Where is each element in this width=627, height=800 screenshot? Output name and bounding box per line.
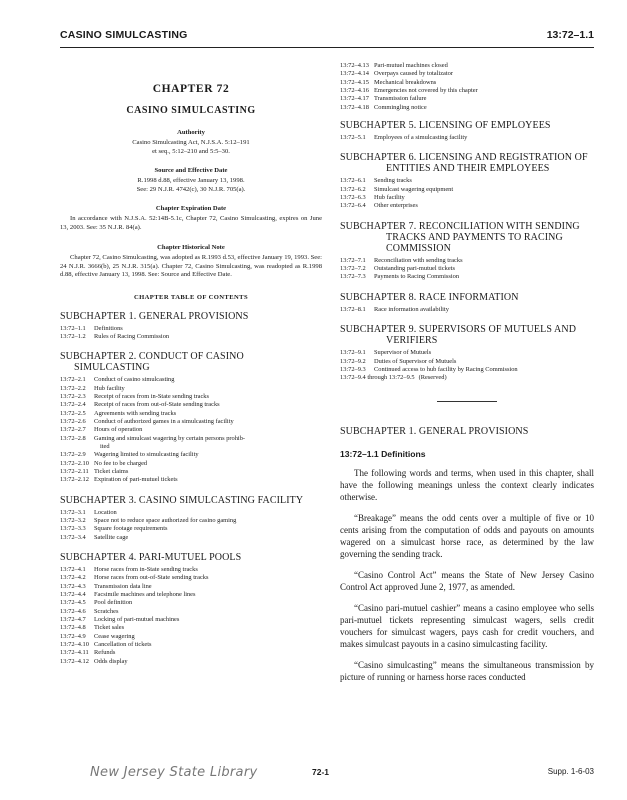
toc-entry-number: 13:72–9.1 [340, 349, 366, 357]
toc-subchapter-7-heading [340, 221, 594, 254]
toc-subchapter-2-list [60, 376, 322, 484]
toc-entry-number: 13:72–4.1 [60, 566, 86, 574]
toc-entry-title-text: Expiration of pari-mutuel tickets [94, 476, 178, 484]
toc-entry-title-text: Conduct of casino simulcasting [94, 376, 175, 384]
toc-entry-number: 13:72–9.4 through 13:72–9.5 [340, 374, 415, 382]
page-number: 72-1 [312, 767, 330, 777]
toc-entry-title-text: Location [94, 508, 117, 516]
toc-entry-title-text: Ticket claims [94, 467, 129, 475]
toc-entry-number: 13:72–5.1 [340, 134, 366, 142]
toc-entry-title-text: Facsimile machines and telephone lines [94, 591, 196, 599]
toc-entry [340, 265, 594, 273]
toc-entry-title-text: Employees of a simulcasting facility [374, 134, 468, 142]
toc-subchapter-6-heading [340, 152, 594, 174]
toc-entry-number: 13:72–2.1 [60, 376, 86, 384]
toc-entry-number: 13:72–2.9 [60, 451, 86, 459]
toc-entry-number: 13:72–9.2 [340, 357, 366, 365]
toc-entry-title-text: Receipt of races from in-State sending tracks [94, 392, 209, 400]
toc-entry [60, 410, 322, 418]
toc-entry-number: 13:72–4.14 [340, 70, 369, 78]
toc-entry-title-text: Conduct of authorized games in a simulcasting facility [94, 417, 234, 425]
toc-entry-title-text: Definitions [94, 324, 123, 332]
toc-entry-title [94, 451, 322, 459]
toc-entry [60, 591, 322, 599]
toc-entry-number: 13:72–4.12 [60, 657, 89, 665]
toc-entry-title [94, 410, 322, 418]
toc-entry-title-text: Satellite cage [94, 533, 129, 541]
toc-entry-number: 13:72–2.2 [60, 384, 86, 392]
toc-entry-title [94, 509, 322, 517]
toc-entry-title [374, 194, 594, 202]
toc-entry-number: 13:72–4.13 [340, 62, 369, 69]
toc-entry-number: 13:72–4.4 [60, 591, 86, 599]
authority-line-2: et seq., 5:12–210 and 5:5–30. [152, 147, 230, 155]
toc-entry-title-text: Horse races from in-State sending tracks [94, 566, 198, 574]
toc-entry [60, 624, 322, 632]
toc-entry [60, 333, 322, 341]
toc-entry-number: 13:72–2.10 [60, 459, 89, 467]
toc-entry-number: 13:72–4.2 [60, 574, 86, 582]
toc-entry-number: 13:72–4.7 [60, 616, 86, 624]
running-header [60, 27, 594, 48]
toc-entry [60, 633, 322, 641]
toc-entry-number: 13:72–4.11 [60, 649, 89, 657]
toc-subchapter-3-list [60, 509, 322, 542]
toc-subchapter-7-heading-line-3: COMMISSION [386, 242, 451, 254]
toc-entry [340, 194, 594, 202]
toc-entry [340, 62, 594, 70]
toc-entry [60, 509, 322, 517]
toc-entry-number: 13:72–1.1 [60, 324, 86, 332]
toc-entry-title [94, 633, 322, 641]
toc-entry-number: 13:72–4.10 [60, 641, 89, 649]
toc-entry-title-text: Race information availability [374, 305, 449, 313]
toc-entry-title [419, 374, 594, 382]
toc-entry-title [374, 202, 594, 210]
toc-entry-title-text: Receipt of races from out-of-State sending tracks [94, 401, 220, 409]
toc-subchapter-9-list [340, 349, 594, 382]
toc-entry-title [94, 517, 322, 525]
toc-entry [340, 134, 594, 142]
toc-subchapter-6-heading-line-2: ENTITIES AND THEIR EMPLOYEES [386, 163, 550, 175]
toc-entry-title-text: Cease wagering [94, 632, 135, 640]
toc-entry-title [374, 177, 594, 185]
toc-entry [60, 418, 322, 426]
toc-entry-title [374, 358, 594, 366]
toc-entry [60, 460, 322, 468]
right-column [340, 62, 594, 692]
toc-subchapter-1-list [60, 325, 322, 342]
toc-entry [60, 426, 322, 434]
toc-entry-title [94, 624, 322, 632]
body-paragraph-casino-control-act: “Casino Control Act” means the State of New Jersey Casino Control Act approved June 2, 1977, as amended. [340, 569, 594, 592]
toc-entry-title [94, 468, 322, 476]
toc-entry [340, 257, 594, 265]
toc-subchapter-7-list [340, 257, 594, 282]
body-paragraph-1: The following words and terms, when used in this chapter, shall have the following meanings unless the context clearly indicates otherwise. [340, 467, 594, 502]
toc-entry-title-text: Rules of Racing Commission [94, 332, 170, 340]
toc-entry-number: 13:72–8.1 [340, 305, 366, 313]
toc-entry-title-text: Hub facility [374, 194, 405, 202]
toc-entry [60, 641, 322, 649]
toc-subchapter-4-list-continued [340, 62, 594, 112]
toc-subchapter-9-heading [340, 324, 594, 346]
toc-entry-title [94, 333, 322, 341]
toc-entry-title-text: Refunds [94, 649, 116, 657]
toc-entry-number: 13:72–2.5 [60, 409, 86, 417]
toc-subchapter-5-list [340, 134, 594, 142]
toc-entry [340, 70, 594, 78]
toc-entry [60, 325, 322, 333]
toc-entry-title-text: Supervisor of Mutuels [374, 349, 432, 357]
toc-entry [340, 306, 594, 314]
toc-entry-title-text: Overpays caused by totalizator [374, 70, 453, 78]
toc-entry-number: 13:72–4.17 [340, 95, 369, 103]
toc-subchapter-6-list [340, 177, 594, 210]
toc-entry [60, 385, 322, 393]
toc-entry-title [94, 418, 322, 426]
toc-entry-number: 13:72–7.2 [340, 265, 366, 273]
toc-entry-title [94, 566, 322, 574]
toc-entry [340, 104, 594, 112]
header-section-number: 13:72–1.1 [546, 29, 594, 41]
toc-entry-title [94, 435, 322, 452]
toc-entry-number: 13:72–2.11 [60, 467, 89, 475]
toc-entry [340, 374, 594, 382]
toc-entry-number: 13:72–6.3 [340, 194, 366, 202]
toc-entry-title-text: Pool definition [94, 599, 133, 607]
toc-entry-number: 13:72–4.8 [60, 624, 86, 632]
toc-entry-number: 13:72–2.8 [60, 434, 86, 442]
toc-entry-title [374, 186, 594, 194]
authority-text [60, 139, 322, 156]
toc-subchapter-9-heading-line-2: VERIFIERS [386, 335, 438, 347]
chapter-label: CHAPTER 72 [152, 83, 230, 95]
definitions-heading: 13:72–1.1 Definitions [340, 448, 426, 459]
toc-subchapter-5-heading: SUBCHAPTER 5. LICENSING OF EMPLOYEES [340, 120, 551, 132]
toc-entry [60, 451, 322, 459]
toc-entry-title-continued: ited [100, 442, 110, 450]
toc-entry [60, 476, 322, 484]
toc-entry [340, 358, 594, 366]
header-title: CASINO SIMULCASTING [60, 29, 188, 41]
toc-entry-title [94, 583, 322, 591]
toc-entry-title-text: Commingling notice [374, 103, 427, 111]
toc-entry-title-text: Duties of Supervisor of Mutuels [374, 357, 457, 365]
toc-entry-title [374, 134, 594, 142]
toc-subchapter-4-list [60, 566, 322, 666]
body-subchapter-heading: SUBCHAPTER 1. GENERAL PROVISIONS [340, 425, 529, 437]
toc-entry-number: 13:72–3.2 [60, 517, 86, 524]
toc-entry [60, 435, 322, 452]
toc-entry-number: 13:72–6.1 [340, 177, 366, 185]
toc-entry [340, 366, 594, 374]
toc-entry [340, 95, 594, 103]
toc-entry-title-text: Locking of pari-mutuel machines [94, 616, 180, 624]
source-heading: Source and Effective Date [154, 167, 228, 174]
toc-entry-number: 13:72–3.1 [60, 508, 86, 516]
toc-entry-title [374, 349, 594, 357]
expiration-text: In accordance with N.J.S.A. 52:14B-5.1c, Chapter 72, Casino Simulcasting, expires on June 13, 2003. See: 35 N.J.R. 84(a). [60, 215, 322, 231]
toc-entry-title [94, 608, 322, 616]
toc-entry-title [94, 426, 322, 434]
toc-subchapter-9-heading-line-1: SUBCHAPTER 9. SUPERVISORS OF MUTUELS AND [340, 324, 577, 336]
toc-entry-title [94, 525, 322, 533]
source-line-1: R.1998 d.88, effective January 13, 1998. [137, 177, 245, 184]
toc-entry-title [374, 257, 594, 265]
toc-subchapter-1-heading: SUBCHAPTER 1. GENERAL PROVISIONS [60, 310, 249, 322]
historical-note-heading: Chapter Historical Note [157, 244, 225, 251]
toc-subchapter-7-heading-line-2: TRACKS AND PAYMENTS TO RACING [386, 231, 563, 243]
toc-entry [60, 517, 322, 525]
toc-subchapter-4-heading: SUBCHAPTER 4. PARI-MUTUEL POOLS [60, 552, 242, 564]
authority-heading: Authority [177, 129, 205, 136]
toc-entry-number: 13:72–3.4 [60, 533, 86, 541]
toc-entry [60, 616, 322, 624]
historical-note-text: Chapter 72, Casino Simulcasting, was adopted as R.1993 d.53, effective January 19, 1993. See: 24 N.J.R. 3666(b), 25 N.J.R. 315(a). Chapter 72, Casino Simulcasting, was readopted as R.1998 d.88, effective January 13, 1998. See: Source and Effective Date. [60, 254, 322, 278]
toc-entry-title-text: Cancellation of tickets [94, 641, 152, 649]
toc-entry-number: 13:72–3.3 [60, 525, 86, 533]
toc-subchapter-8-heading: SUBCHAPTER 8. RACE INFORMATION [340, 291, 519, 303]
toc-entry-title-text: Outstanding pari-mutuel tickets [374, 265, 455, 273]
toc-subchapter-8-list [340, 306, 594, 314]
toc-subchapter-3-heading: SUBCHAPTER 3. CASINO SIMULCASTING FACILITY [60, 494, 304, 506]
toc-entry-title-text: Payments to Racing Commission [374, 273, 460, 281]
toc-entry-number: 13:72–4.15 [340, 78, 369, 86]
toc-entry-number: 13:72–4.9 [60, 632, 86, 640]
toc-entry-title [374, 79, 594, 87]
toc-entry-title-text: Transmission failure [374, 95, 427, 103]
toc-entry-number: 13:72–7.3 [340, 273, 366, 281]
toc-entry [340, 87, 594, 95]
toc-entry-title-text: Continued access to hub facility by Racing Commission [374, 365, 518, 373]
toc-entry-number: 13:72–2.4 [60, 401, 86, 409]
body-paragraph-breakage: “Breakage” means the odd cents over a multiple of five or 10 cents arising from the computation of odds and payouts on amounts wagered on a simulcast horse race, as determined by the law governing the sending track. [340, 512, 594, 559]
toc-entry [60, 525, 322, 533]
toc-entry-title-text: Mechanical breakdowns [374, 78, 437, 86]
toc-entry-title-text: Wagering limited to simulcasting facility [94, 451, 199, 459]
toc-entry-title-text: Hub facility [94, 384, 125, 392]
toc-entry-title [94, 574, 322, 582]
toc-entry-title [94, 641, 322, 649]
toc-entry-title [94, 649, 322, 657]
toc-entry-title [94, 616, 322, 624]
section-divider [437, 401, 497, 402]
toc-entry-title-text: Square footage requirements [94, 525, 168, 533]
toc-entry-title-text: Other enterprises [374, 202, 418, 210]
toc-entry-title-text: Simulcast wagering equipment [374, 185, 454, 193]
toc-entry-title [374, 273, 594, 281]
toc-entry-title [374, 95, 594, 103]
toc-entry-title-text: (Reserved) [418, 374, 447, 382]
toc-entry-title [94, 658, 322, 666]
toc-entry-title [374, 104, 594, 112]
toc-entry-title [374, 265, 594, 273]
toc-subchapter-2-heading-line-1: SUBCHAPTER 2. CONDUCT OF CASINO [60, 351, 244, 363]
toc-entry-title-text: Pari-mutuel machines closed [374, 62, 448, 69]
toc-entry [60, 534, 322, 542]
toc-entry [340, 202, 594, 210]
toc-entry-number: 13:72–6.2 [340, 185, 366, 193]
toc-entry [60, 658, 322, 666]
chapter-name: CASINO SIMULCASTING [126, 105, 256, 116]
toc-entry-number: 13:72–4.5 [60, 599, 86, 607]
toc-entry-title [94, 534, 322, 542]
toc-entry-title [94, 591, 322, 599]
body-paragraph-casino-simulcasting: “Casino simulcasting” means the simultaneous transmission by picture of running or harness horse races conducted [340, 659, 594, 682]
toc-entry-title-text: Sending tracks [374, 177, 412, 185]
toc-entry-number: 13:72–2.6 [60, 417, 86, 425]
toc-entry-title [94, 393, 322, 401]
toc-entry [340, 186, 594, 194]
toc-entry-title-text: Hours of operation [94, 426, 143, 434]
toc-entry-number: 13:72–6.4 [340, 202, 366, 210]
toc-entry-number: 13:72–9.3 [340, 365, 366, 373]
toc-entry-title-text: Odds display [94, 657, 128, 665]
toc-entry [340, 349, 594, 357]
library-watermark: New Jersey State Library [90, 765, 258, 780]
toc-entry [60, 401, 322, 409]
toc-entry [60, 649, 322, 657]
toc-entry-title-text: Ticket sales [94, 624, 125, 632]
toc-entry-number: 13:72–4.6 [60, 607, 86, 615]
source-text [60, 177, 322, 194]
toc-entry-title [94, 401, 322, 409]
toc-entry-title-text: Gaming and simulcast wagering by certain persons prohib- [94, 434, 246, 442]
toc-entry [60, 376, 322, 384]
toc-subchapter-2-heading-line-2: SIMULCASTING [74, 362, 150, 374]
toc-entry-number: 13:72–2.12 [60, 476, 89, 484]
toc-entry-title-text: Emergencies not covered by this chapter [374, 87, 478, 95]
toc-entry [60, 468, 322, 476]
toc-entry-title-text: Horse races from out-of-State sending tracks [94, 574, 209, 582]
toc-entry [60, 566, 322, 574]
toc-entry-title [94, 325, 322, 333]
authority-line-1: Casino Simulcasting Act, N.J.S.A. 5:12–191 [132, 139, 250, 146]
body-paragraph-casino-pari-mutuel-cashier: “Casino pari-mutuel cashier” means a casino employee who sells pari-mutuel tickets representing simulcast wagers, sells credit vouchers for simulcast wagers, pays cash for credit vouchers, and makes simulcast payouts in a casino simulcasting facility. [340, 602, 594, 649]
toc-title: CHAPTER TABLE OF CONTENTS [133, 293, 249, 301]
toc-entry [340, 273, 594, 281]
toc-entry [60, 574, 322, 582]
toc-entry-title-text: Scratches [94, 607, 119, 615]
toc-entry-title-text: No fee to be charged [94, 459, 148, 467]
toc-entry-title-text: Reconciliation with sending tracks [374, 256, 463, 264]
toc-entry-title [94, 476, 322, 484]
toc-entry-number: 13:72–4.16 [340, 87, 369, 95]
toc-entry-title-text: Transmission data line [94, 582, 152, 590]
toc-entry-title-text: Space not to reduce space authorized for casino gaming [94, 517, 237, 524]
toc-entry-title [374, 366, 594, 374]
supplement-date: Supp. 1-6-03 [547, 767, 594, 776]
toc-entry-title [94, 460, 322, 468]
toc-entry-number: 13:72–2.3 [60, 392, 86, 400]
toc-subchapter-7-heading-line-1: SUBCHAPTER 7. RECONCILIATION WITH SENDING [340, 220, 580, 232]
toc-entry-number: 13:72–4.18 [340, 103, 369, 111]
toc-entry-number: 13:72–7.1 [340, 256, 366, 264]
toc-entry [60, 608, 322, 616]
toc-entry-title [374, 70, 594, 78]
toc-entry-title [94, 599, 322, 607]
page-footer [60, 764, 594, 784]
toc-entry [340, 177, 594, 185]
toc-entry-title-text: Agreements with sending tracks [94, 409, 177, 417]
toc-entry-number: 13:72–4.3 [60, 582, 86, 590]
toc-subchapter-2-heading [60, 351, 322, 373]
source-line-2: See: 29 N.J.R. 4742(c), 30 N.J.R. 705(a). [136, 185, 246, 193]
toc-entry-title [374, 306, 594, 314]
toc-entry [340, 79, 594, 87]
toc-subchapter-6-heading-line-1: SUBCHAPTER 6. LICENSING AND REGISTRATION OF [340, 152, 588, 164]
toc-entry [60, 583, 322, 591]
toc-entry-title [374, 87, 594, 95]
toc-entry-number: 13:72–1.2 [60, 332, 86, 340]
toc-entry-title [94, 385, 322, 393]
toc-entry-title [374, 62, 594, 70]
toc-entry [60, 599, 322, 607]
toc-entry-title [94, 376, 322, 384]
left-column [60, 68, 322, 676]
toc-entry [60, 393, 322, 401]
expiration-heading: Chapter Expiration Date [155, 205, 227, 212]
toc-entry-number: 13:72–2.7 [60, 426, 86, 434]
